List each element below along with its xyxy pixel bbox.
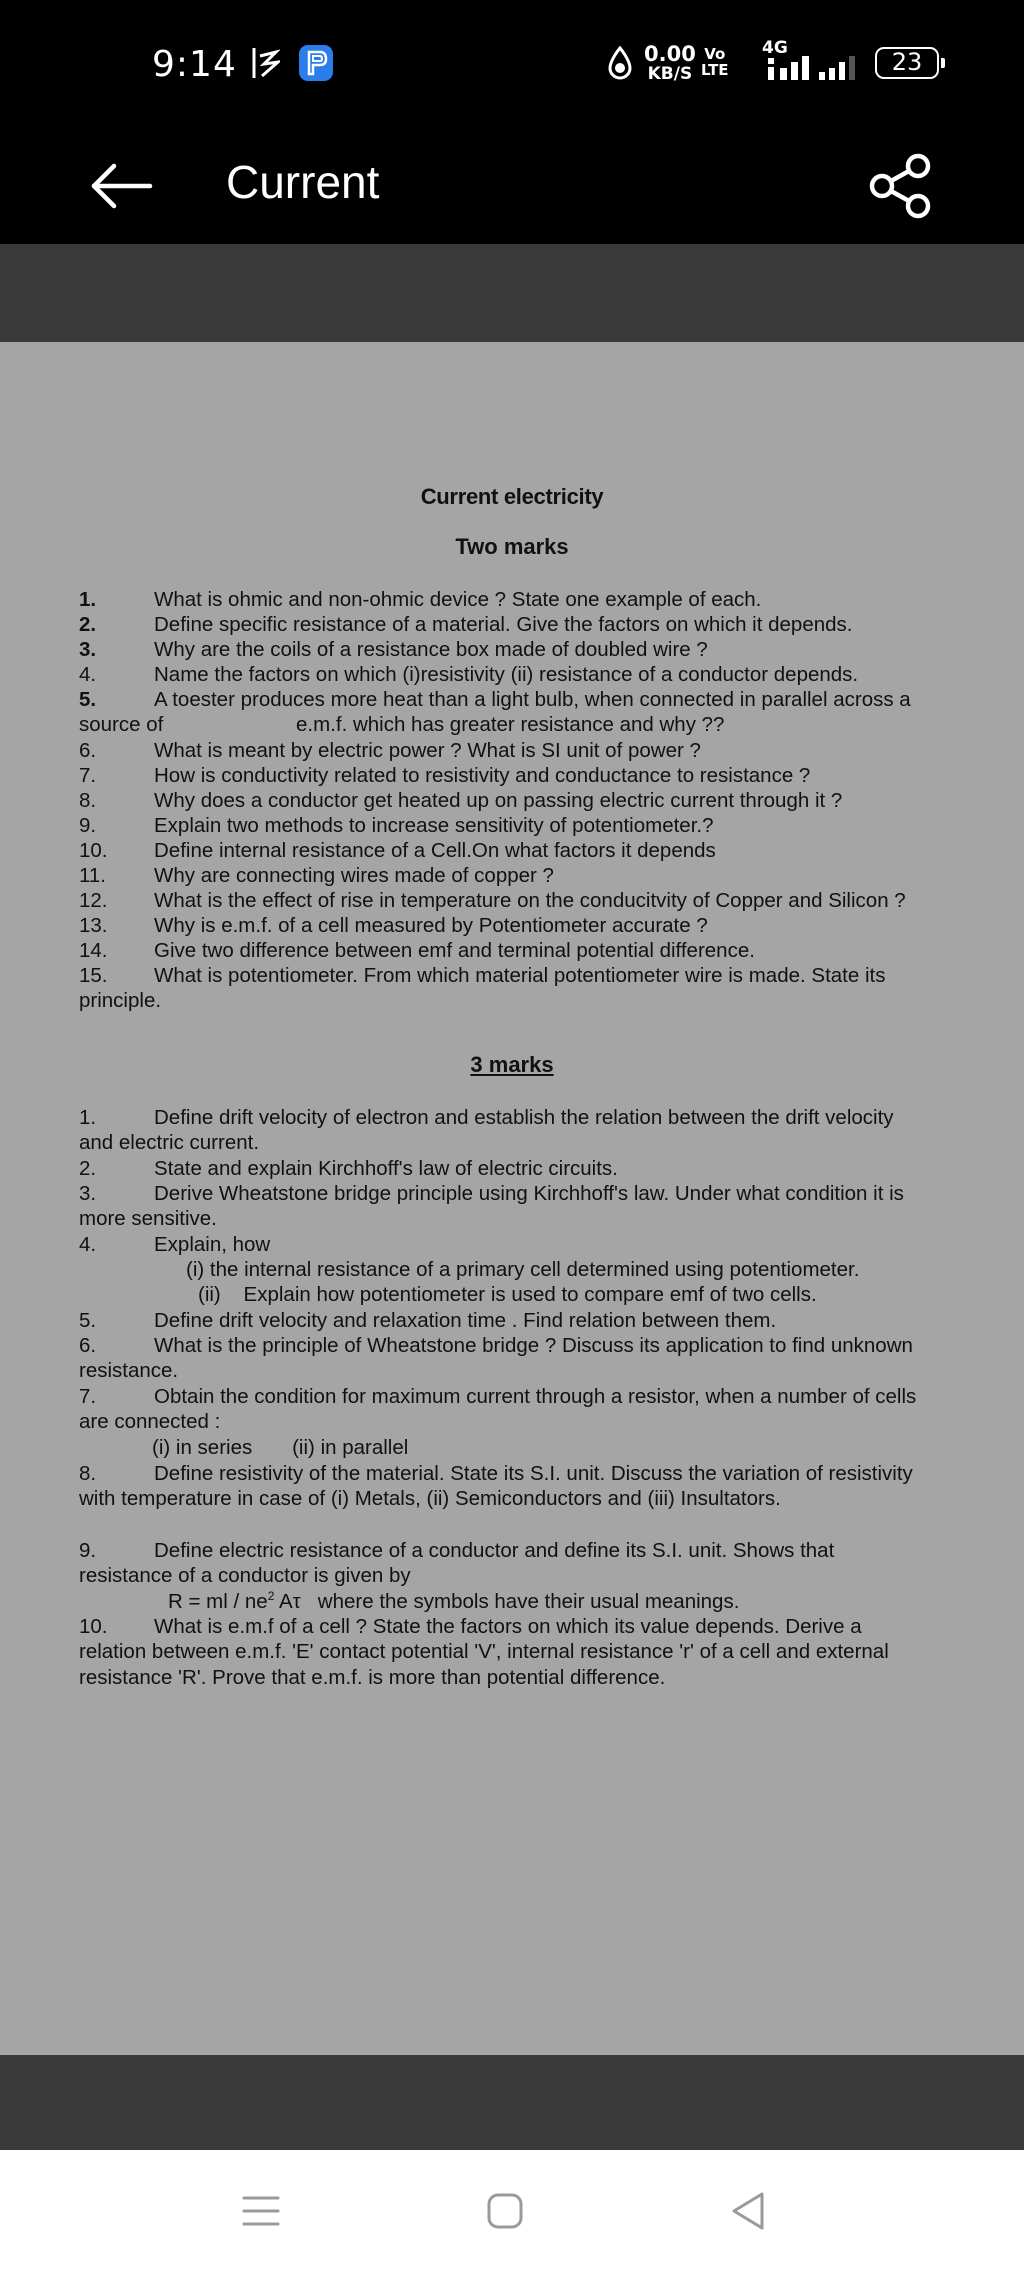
question-continuation: principle. — [79, 989, 162, 1013]
alarm-icon — [606, 46, 634, 80]
question-text: Why does a conductor get heated up on passing electric current through it ? — [154, 789, 843, 812]
question-number: 2. — [79, 1157, 97, 1180]
question-item — [79, 738, 989, 763]
back-triangle-icon[interactable] — [714, 2176, 784, 2246]
question-item — [79, 662, 989, 687]
question-item — [79, 788, 989, 813]
volte-bottom: LTE — [701, 61, 729, 79]
question-text: Why are the coils of a resistance box made of doubled wire ? — [154, 638, 708, 661]
section-three-marks-title: 3 marks — [470, 1052, 554, 1077]
share-icon[interactable] — [862, 148, 938, 224]
question-item — [79, 838, 989, 863]
back-arrow-icon[interactable] — [84, 148, 160, 224]
question-continuation: are connected : — [79, 1410, 221, 1434]
question-item — [79, 1105, 989, 1156]
question-item — [79, 1232, 989, 1257]
question-subpart: (i) in series (ii) in parallel — [152, 1436, 409, 1459]
question-number: 6. — [79, 1334, 97, 1357]
question-text: What is e.m.f of a cell ? State the factors on which its value depends. Derive a — [154, 1615, 862, 1638]
question-text: Explain, how — [154, 1233, 271, 1256]
network-label: 4G — [762, 38, 788, 58]
question-text: A toester produces more heat than a light bulb, when connected in parallel across a — [154, 688, 911, 711]
question-continuation: relation between e.m.f. 'E' contact potential 'V', internal resistance 'r' of a cell and external — [79, 1640, 889, 1664]
status-bar — [0, 0, 1024, 128]
net-speed-value: 0.00 — [644, 42, 696, 66]
question-number: 5. — [79, 688, 97, 711]
question-number: 1. — [79, 1106, 97, 1129]
question-subpart: (i) the internal resistance of a primary cell determined using potentiometer. — [186, 1258, 860, 1281]
question-subpart: (ii) Explain how potentiometer is used to compare emf of two cells. — [198, 1283, 817, 1306]
question-number: 3. — [79, 638, 97, 661]
question-continuation: resistance of a conductor is given by — [79, 1564, 411, 1588]
question-number: 2. — [79, 613, 97, 636]
formula-exponent: 2 — [267, 1589, 275, 1603]
question-item — [79, 813, 989, 838]
question-number: 10. — [79, 1615, 108, 1638]
menu-icon[interactable] — [226, 2176, 296, 2246]
formula — [168, 1589, 739, 1614]
question-number: 7. — [79, 1385, 97, 1408]
question-text: What is potentiometer. From which material potentiometer wire is made. State its — [154, 964, 886, 987]
question-item — [79, 1181, 989, 1232]
question-number: 12. — [79, 889, 108, 912]
question-text: Define drift velocity of electron and establish the relation between the drift velocity — [154, 1106, 894, 1129]
question-text: Name the factors on which (i)resistivity (ii) resistance of a conductor depends. — [154, 663, 859, 686]
question-number: 10. — [79, 839, 108, 862]
question-text: How is conductivity related to resistivity and conductance to resistance ? — [154, 764, 811, 787]
question-text: Define drift velocity and relaxation time . Find relation between them. — [154, 1309, 777, 1332]
question-text: Derive Wheatstone bridge principle using Kirchhoff's law. Under what condition it is — [154, 1182, 904, 1205]
question-item — [79, 913, 989, 938]
question-item — [79, 1538, 989, 1589]
signal-4g-icon — [766, 56, 812, 82]
question-number: 15. — [79, 964, 108, 987]
battery-indicator: 23 — [875, 47, 939, 79]
question-text: Explain two methods to increase sensitivity of potentiometer.? — [154, 814, 714, 837]
question-continuation: resistance. — [79, 1359, 179, 1383]
question-number: 8. — [79, 789, 97, 812]
question-continuation: with temperature in case of (i) Metals, (ii) Semiconductors and (iii) Insultators. — [79, 1487, 781, 1511]
question-item — [79, 888, 989, 913]
question-text: What is the effect of rise in temperature on the conducitvity of Copper and Silicon ? — [154, 889, 906, 912]
question-text: What is the principle of Wheatstone bridge ? Discuss its application to find unknown — [154, 1334, 913, 1357]
question-number: 13. — [79, 914, 108, 937]
question-text: Why are connecting wires made of copper ? — [154, 864, 554, 887]
question-continuation: and electric current. — [79, 1131, 260, 1155]
formula-part: R = ml / ne — [168, 1589, 268, 1613]
app-bar — [0, 128, 1024, 244]
question-item — [79, 1614, 989, 1690]
question-number: 8. — [79, 1462, 97, 1485]
volte-indicator — [701, 46, 729, 78]
question-text: Define electric resistance of a conductor and define its S.I. unit. Shows that — [154, 1539, 835, 1562]
question-number: 5. — [79, 1309, 97, 1332]
question-item — [79, 1333, 989, 1384]
question-item — [79, 1461, 989, 1512]
net-speed — [644, 44, 696, 84]
question-item — [79, 1384, 989, 1435]
question-text: Obtain the condition for maximum current through a resistor, when a number of cells — [154, 1385, 917, 1408]
question-item — [79, 1308, 989, 1333]
question-text: Define internal resistance of a Cell.On what factors it depends — [154, 839, 716, 862]
signal-icon — [818, 56, 862, 82]
question-text: Define resistivity of the material. State its S.I. unit. Discuss the variation of resistivity — [154, 1462, 913, 1485]
document-title: Current electricity — [420, 484, 604, 509]
question-item — [79, 963, 989, 1014]
net-speed-unit: KB/S — [647, 64, 693, 84]
status-time: 9:14 — [152, 44, 237, 85]
question-continuation: e.m.f. which has greater resistance and why ?? — [296, 713, 725, 737]
app-notification-icon — [298, 44, 334, 82]
question-number: 3. — [79, 1182, 97, 1205]
question-text: Define specific resistance of a material. Give the factors on which it depends. — [154, 613, 853, 636]
question-number: 9. — [79, 814, 97, 837]
question-item — [79, 612, 989, 637]
question-number: 7. — [79, 764, 97, 787]
question-item — [79, 863, 989, 888]
question-text: Give two difference between emf and terminal potential difference. — [154, 939, 755, 962]
formula-part: Aτ where the symbols have their usual meanings. — [274, 1589, 740, 1613]
question-continuation: source of — [79, 713, 164, 737]
question-text: What is ohmic and non-ohmic device ? State one example of each. — [154, 588, 762, 611]
question-text: Why is e.m.f. of a cell measured by Potentiometer accurate ? — [154, 914, 708, 937]
question-number: 14. — [79, 939, 108, 962]
home-icon[interactable] — [470, 2176, 540, 2246]
question-item — [79, 1156, 989, 1181]
question-number: 6. — [79, 739, 97, 762]
question-item — [79, 637, 989, 662]
volte-top: Vo — [704, 45, 726, 63]
document-page — [0, 342, 1024, 2055]
question-text: What is meant by electric power ? What is SI unit of power ? — [154, 739, 701, 762]
question-text: State and explain Kirchhoff's law of electric circuits. — [154, 1157, 618, 1180]
question-number: 4. — [79, 1233, 97, 1256]
question-number: 9. — [79, 1539, 97, 1562]
question-continuation: more sensitive. — [79, 1207, 217, 1231]
question-item — [79, 687, 989, 738]
document-viewer[interactable] — [0, 244, 1024, 2054]
question-number: 11. — [79, 864, 106, 887]
question-item — [79, 763, 989, 788]
page-title: Current — [226, 156, 380, 208]
question-number: 1. — [79, 588, 97, 611]
question-continuation: resistance 'R'. Prove that e.m.f. is more than potential difference. — [79, 1665, 666, 1689]
section-two-marks-title: Two marks — [455, 534, 569, 559]
question-item — [79, 587, 989, 612]
question-item — [79, 938, 989, 963]
navigation-bar — [0, 2150, 1024, 2275]
question-number: 4. — [79, 663, 97, 686]
charging-bolt-icon — [250, 46, 280, 80]
